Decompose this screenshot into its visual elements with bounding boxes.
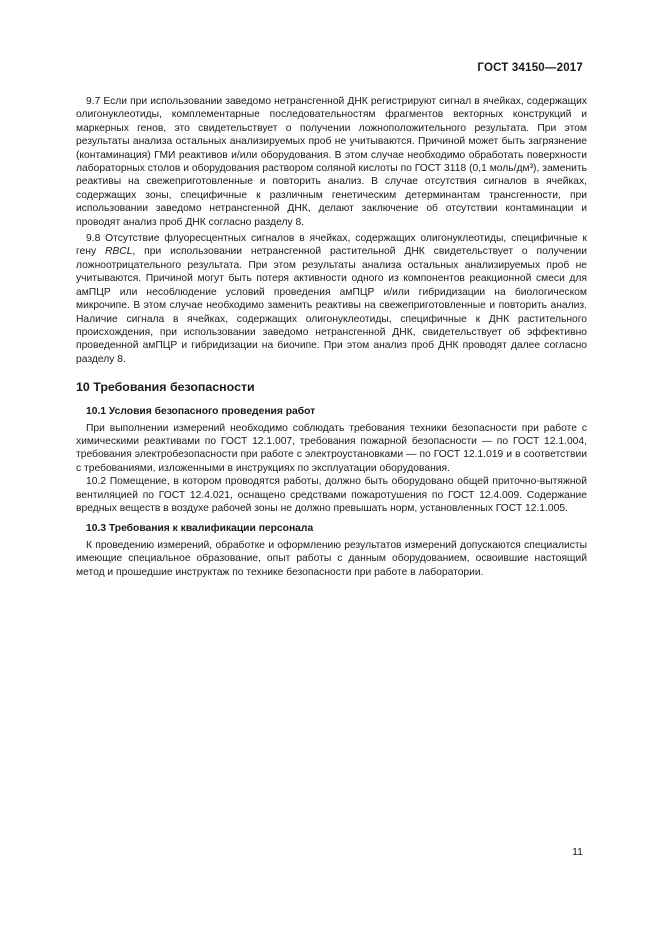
document-code: ГОСТ 34150—2017	[477, 62, 583, 74]
subsection-10-3-heading: 10.3 Требования к квалификации персонала	[86, 523, 314, 535]
paragraph-9-7: 9.7 Если при использовании заведомо нетрансгенной ДНК регистрируют сигнал в ячейках, содержащих олигонуклеотиды, комплементарные последовательностям фрагментов векторных конструкций и маркерных генов, это свидетельствует о получении ложноположительного результата. При этом результаты анализа остальных анализируемых проб не учитываются. Причиной может быть загрязнение (контаминация) ГМИ реактивов и/или оборудования. В этом случае необходимо обработать поверхности лабораторных столов и оборудования раствором соляной кислоты по ГОСТ 3118 (0,1 моль/дм³), заменить реактивы на свежеприготовленные и повторить анализ. В случае отсутствия сигналов в ячейках, содержащих зоны, специфичные к различным генетическим детерминантам трансгенности, при использовании заведомо нетрансгенной ДНК, делают заключение об отсутствии контаминации и проводят анализ проб ДНК согласно разделу 8.	[76, 96, 587, 228]
subsection-10-1-heading: 10.1 Условия безопасного проведения работ	[86, 406, 316, 418]
paragraph-10-2: 10.2 Помещение, в котором проводятся работы, должно быть оборудовано общей приточно-вытяжной вентиляцией по ГОСТ 12.4.021, оснащено средствами пожаротушения по ГОСТ 12.4.009. Содержание вредных веществ в воздухе рабочей зоны не должно превышать норм, установленных ГОСТ 12.1.005.	[76, 476, 587, 514]
page-number: 11	[572, 846, 583, 858]
page-content	[76, 95, 587, 579]
paragraph-9-8	[76, 232, 587, 366]
gene-name: RBCL	[104, 246, 133, 258]
paragraph-9-8-start: 9.8 Отсутствие флуоресцентных сигналов в ячейках, содержащих олигонуклеотиды, специфичные к гену	[76, 233, 587, 258]
paragraph-9-8-end: , при использовании нетрансгенной растительной ДНК свидетельствует о получении ложноотрицательного результата. При этом результаты анализа остальных анализируемых проб не учитываются. Причиной могут быть потеря активности одного из компонентов реакционной смеси для амПЦР или несоблюдение условий проведения амПЦР и/или гибридизации на биологическом микрочипе. В этом случае необходимо заменить реактивы на свежеприготовленные и повторить анализ. Наличие сигнала в ячейках, содержащих олигонуклеотиды, специфичные к ДНК растительного происхождения, при использовании заведомо нетрансгенной ДНК, свидетельствует об эффективно проведенной амПЦР и гибридизации на биочипе. При этом анализ проб ДНК проводят далее согласно разделу 8.	[76, 246, 588, 365]
paragraph-10-1: При выполнении измерений необходимо соблюдать требования техники безопасности при работе с химическими реактивами по ГОСТ 12.1.007, требования пожарной безопасности — по ГОСТ 12.1.004, требования электробезопасности при работе с электроустановками — по ГОСТ 12.1.019 и в соответствии с требованиями, изложенными в инструкциях по эксплуатации оборудования.	[76, 422, 587, 474]
section-10-heading: 10 Требования безопасности	[76, 380, 255, 395]
paragraph-10-3: К проведению измерений, обработке и оформлению результатов измерений допускаются специалисты имеющие специальное образование, опыт работы с данным оборудованием, освоившие настоящий метод и прошедшие инструктаж по технике безопасности при работе в лаборатории.	[76, 539, 587, 578]
